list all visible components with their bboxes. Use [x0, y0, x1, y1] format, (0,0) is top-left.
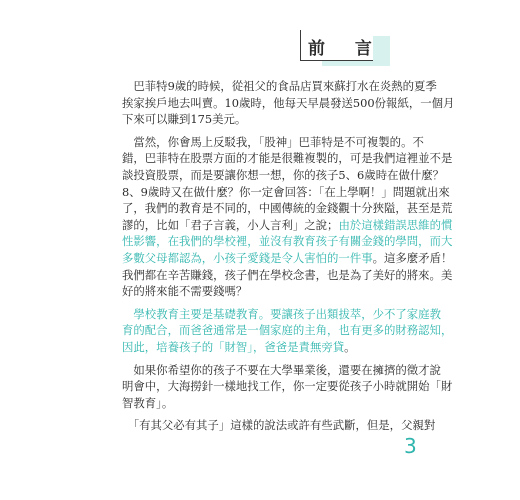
highlighted-text: 性影響，在我們的學校裡，並沒有教育孩子有關金錢的學問，而大	[122, 234, 453, 249]
text-line	[122, 95, 455, 112]
text-segment: 我們都在辛苦賺錢，孩子們在學校念書，也是為了美好的將來。美	[122, 267, 453, 282]
highlighted-text: 由於這樣錯誤思維的慣	[338, 217, 453, 232]
text-line	[122, 111, 404, 128]
text-line	[122, 78, 437, 95]
text-segment: 錯，巴菲特在股票方面的才能是很難複製的，可是我們這裡並不是	[122, 151, 453, 166]
text-segment: 。	[344, 339, 356, 354]
text-segment: 明會中，大海撈針一樣地找工作，你一定要從孩子小時就開始「財	[122, 379, 453, 394]
text-segment: 談投資股票，而是要讓你想一想，你的孩子5、6歲時在做什麼？	[122, 167, 445, 182]
text-line	[122, 395, 404, 412]
highlighted-text: 學校教育主要是基礎教育。要讓孩子出類拔萃，少不了家庭教	[133, 306, 441, 321]
page-number: 3	[404, 434, 417, 458]
text-segment: 了，我們的教育是不同的，中國傳統的金錢觀十分狹隘，甚至是荒	[122, 201, 453, 216]
text-line	[122, 233, 453, 250]
text-line	[122, 167, 445, 184]
text-segment: 巴菲特9歲的時候，從祖父的食品店買來蘇打水在炎熱的夏季	[122, 79, 437, 93]
text-line	[122, 184, 450, 201]
text-segment: 如果你希望你的孩子不要在大學畢業後，還要在擁擠的徵才說	[122, 362, 441, 377]
text-line	[122, 134, 424, 151]
text-segment: 下來可以賺到175美元。	[122, 112, 247, 127]
text-segment: 智教育」。	[122, 395, 174, 410]
text-segment: 挨家挨戶地去叫賣。10歲時，他每天早晨發送500份報紙，一個月	[122, 95, 455, 110]
body-text	[122, 78, 455, 434]
text-segment: 。這多麼矛盾！	[372, 250, 453, 265]
text-line	[122, 217, 453, 234]
text-line	[122, 339, 404, 356]
text-line	[122, 267, 453, 284]
text-line	[122, 362, 441, 379]
text-line	[122, 306, 441, 323]
highlighted-text: 多數父母都認為，小孩子愛錢是令人害怕的一件事	[122, 250, 373, 265]
text-segment: 8、9歲時又在做什麼？你一定會回答：「在上學啊！」問題就出來	[122, 184, 450, 199]
text-line	[122, 417, 436, 434]
text-line	[122, 322, 453, 339]
text-segment: 謬的，比如「君子言義，小人言利」之說；	[122, 217, 339, 232]
text-line	[122, 378, 453, 395]
highlighted-text: 因此，培養孩子的「財智」，爸爸是責無旁貸	[122, 339, 345, 354]
text-segment: 「有其父必有其子」這樣的說法或許有些武斷，但是，父親對	[122, 418, 436, 433]
text-line	[122, 150, 453, 167]
highlighted-text: 育的配合，而爸爸通常是一個家庭的主角，也有更多的財務認知，	[122, 323, 453, 338]
text-segment: 當然，你會馬上反駁我，「股神」巴菲特是不可複製的。不	[122, 134, 424, 149]
highlighted-text	[122, 307, 133, 321]
text-line	[122, 250, 453, 267]
text-line	[122, 283, 404, 300]
text-line	[122, 200, 453, 217]
page-title: 前 言	[308, 39, 384, 59]
text-segment: 好的將來能不需要錢嗎？	[122, 284, 248, 299]
